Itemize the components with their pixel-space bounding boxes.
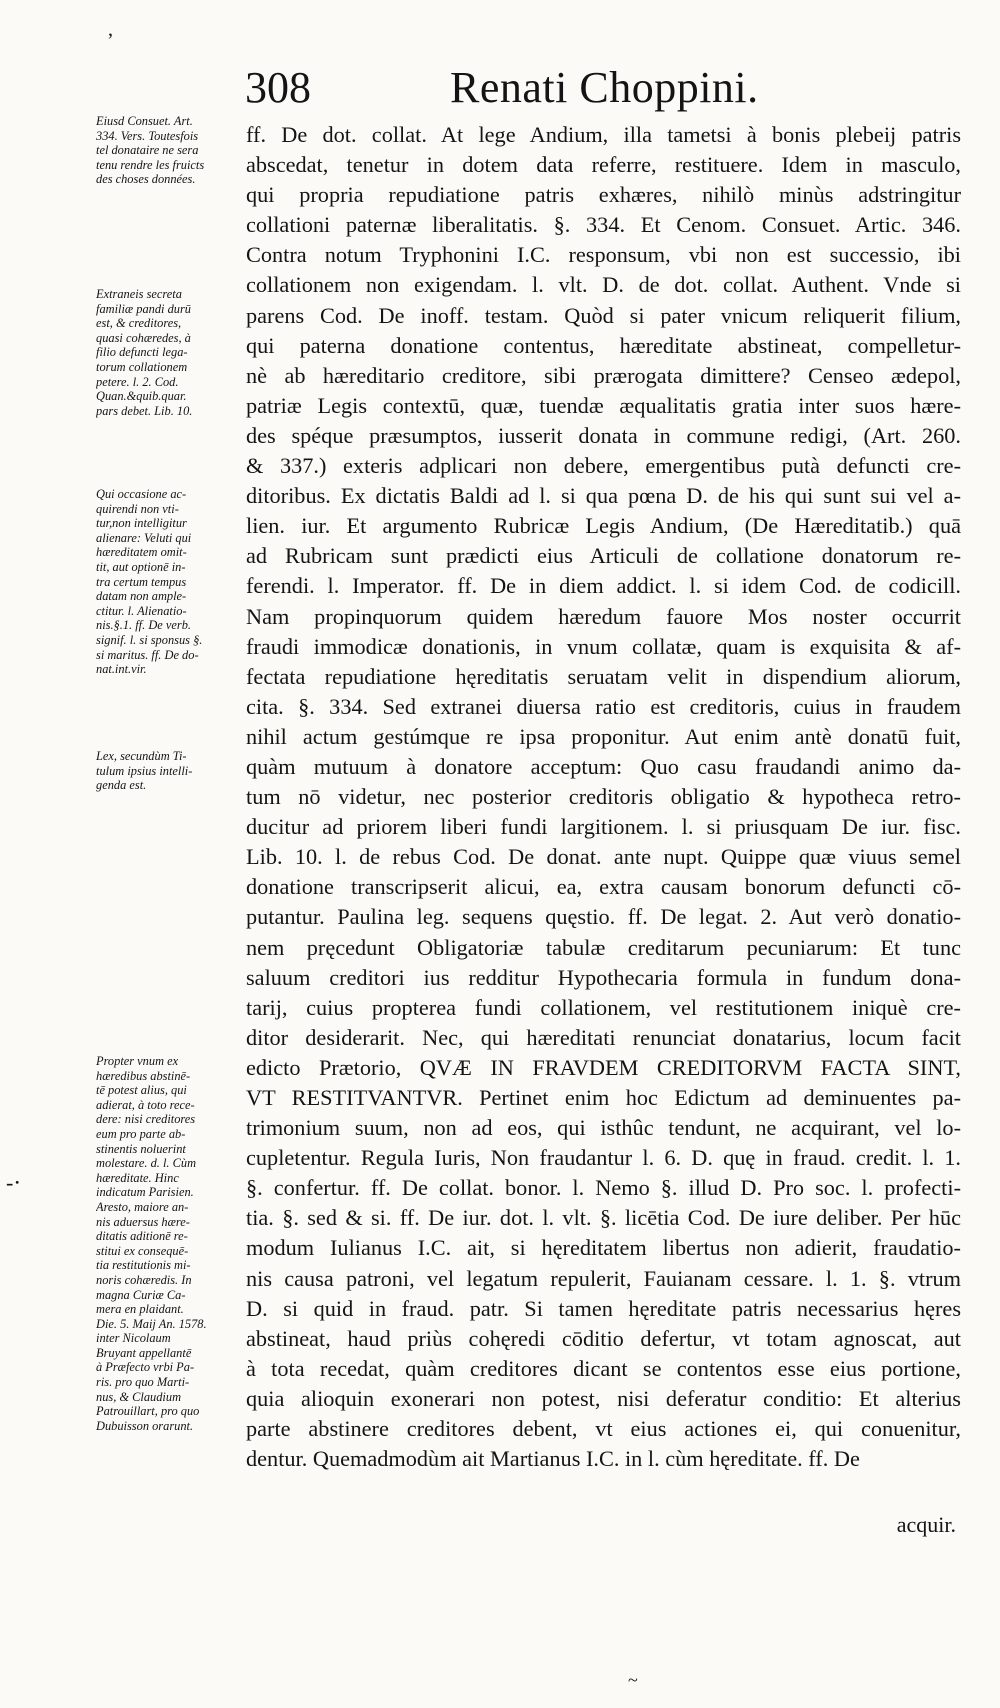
text-line: donatione transcripserit alicui, ea, extra causam bonorum defuncti cō-	[246, 874, 961, 900]
sidenote-line: Extraneis secreta	[96, 287, 182, 301]
sidenote-line: Eiusd Consuet. Art.	[96, 114, 193, 128]
text-line: Lib. 10. l. de rebus Cod. De donat. ante nupt. Quippe quæ viuus semel	[246, 844, 961, 870]
text-line: qui paterna donatione contentus, hæreditate abstineat, compelletur-	[246, 332, 961, 358]
sidenote-line: datam non ample-	[96, 589, 187, 604]
text-line: quàm mutuum à donatore acceptum: Quo casu fraudandi animo da-	[246, 753, 961, 779]
text-line: collationem non exigendam. l. vlt. D. de dot. collat. Authent. Vnde si	[246, 272, 961, 298]
sidenote-line: ris. pro quo Marti-	[96, 1375, 190, 1390]
sidenote-3	[96, 487, 240, 677]
sidenote-line: adierat, à toto rece-	[96, 1097, 195, 1112]
sidenote-line: ctitur. l. Alienatio-	[96, 603, 187, 618]
text-line: collationi paternæ liberalitatis. §. 334. Et Cenom. Consuet. Artic. 346.	[246, 212, 961, 238]
sidenote-line: si maritus. ff. De do-	[96, 647, 199, 662]
sidenote-line: familiæ pandi durū	[96, 301, 192, 316]
text-line: ditor desiderarit. Nec, qui hæreditati renunciat donatarius, locum facit	[246, 1024, 961, 1050]
sidenote-line: pars debet. Lib. 10.	[96, 403, 193, 418]
sidenote-line: tra certum tempus	[96, 574, 187, 589]
sidenote-line: hæreditatem omit-	[96, 545, 187, 560]
sidenote-line: nis.§.1. ff. De verb.	[96, 618, 191, 633]
text-line: abstineat, haud priùs cohęredi cōditio defertur, vt totam agnoscat, aut	[246, 1325, 961, 1351]
text-line: nis causa patroni, vel legatum repulerit, Fauianam cessare. l. 1. §. vtrum	[246, 1265, 961, 1291]
text-line: tum nō videtur, nec posterior creditoris obligatio & hypotheca retro-	[246, 784, 961, 810]
sidenote-line: tur,non intelligitur	[96, 516, 187, 531]
running-title: Renati Choppini.	[450, 63, 759, 112]
text-line: fraudi immodicæ donationis, in vnum collatæ, quam is exquisita & af-	[246, 633, 961, 659]
sidenote-line: quirendi non vti-	[96, 501, 179, 516]
text-line: & 337.) exteris adplicari non debere, emergentibus putà defuncti cre-	[246, 453, 961, 479]
text-line: parte abstinere creditores debent, vt eius actiones ei, qui conuenitur,	[246, 1416, 961, 1442]
text-line: ducitur ad priorem liberi fundi largitionem. l. si priusquam De iur. fisc.	[246, 814, 961, 840]
sidenote-line: genda est.	[96, 778, 147, 793]
stray-mark-top: ʼ	[107, 30, 114, 52]
text-line: VT RESTITVANTVR. Pertinet enim hoc Edictum ad deminuentes pa-	[246, 1085, 961, 1110]
text-line: nihil actum gestúmque re ipsa proponitur. Aut enim antè donatū fuit,	[246, 723, 961, 749]
text-line: edicto Prætorio, QVÆ IN FRAVDEM CREDITORVM FACTA SINT,	[246, 1054, 961, 1080]
sidenote-line: est, & creditores,	[96, 316, 182, 331]
sidenote-line: filio defuncti lega-	[96, 345, 188, 360]
sidenote-line: tel donataire ne sera	[96, 143, 199, 158]
text-line: nè ab hæreditario creditore, sibi prærogata dimittere? Censeo ædepol,	[246, 362, 961, 388]
stray-mark-left: -⋅	[6, 1170, 21, 1195]
sidenote-line: signif. l. si sponsus §.	[96, 632, 203, 647]
sidenote-line: torum collationem	[96, 359, 188, 374]
sidenote-line: alienare: Veluti qui	[96, 530, 192, 545]
sidenote-line: stinentis noluerint	[96, 1141, 186, 1156]
sidenote-line: noris cohæredis. In	[96, 1272, 192, 1287]
sidenote-line: hæreditate. Hinc	[96, 1170, 179, 1185]
text-line: trimonium suum, non ad eos, qui isthûc tendunt, ne acquirant, vel lo-	[246, 1115, 961, 1141]
text-line: ad Rubricam sunt prædicti eius Articuli de collatione donatorum re-	[246, 543, 961, 569]
text-line: Contra notum Tryphonini I.C. responsum, vbi non est successio, ibi	[246, 242, 961, 268]
text-line: cupletentur. Regula Iuris, Non fraudantur l. 6. D. quę in fraud. credit. l. 1.	[246, 1145, 961, 1171]
text-line: fectata repudiatione hęreditatis seruatam velit in dispendium aliorum,	[246, 663, 961, 689]
sidenote-line: indicatum Parisien.	[96, 1185, 194, 1200]
sidenote-line: tia restitutionis mi-	[96, 1258, 191, 1273]
text-line: D. si quid in fraud. patr. Si tamen hęreditate patris necessarius hęres	[246, 1295, 961, 1321]
sidenote-line: Die. 5. Maij An. 1578.	[96, 1316, 207, 1331]
sidenote-line: 334. Vers. Toutesfois	[96, 128, 199, 143]
text-line: saluum creditori ius redditur Hypothecaria formula in fundum dona-	[246, 964, 961, 990]
sidenote-line: tē potest alius, qui	[96, 1083, 187, 1098]
text-line: dentur. Quemadmodùm ait Martianus I.C. in l. cùm hęreditate. ff. De	[246, 1446, 860, 1472]
sidenote-line: stitui ex consequē-	[96, 1243, 189, 1258]
text-line: nem pręcedunt Obligatoriæ tabulæ creditarum pecuniarum: Et tunc	[246, 934, 961, 960]
text-line: ff. De dot. collat. At lege Andium, illa tametsi à bonis plebeij patris	[246, 122, 961, 147]
text-line: abscedat, tenetur in dotem data referre, restituere. Idem in masculo,	[246, 152, 961, 178]
text-line: qui propria repudiatione patris exhæres, nihilò minùs adstringitur	[246, 182, 961, 208]
text-line: ditoribus. Ex dictatis Baldi ad l. si qua pœna D. de his qui sunt sui vel a-	[246, 483, 961, 509]
text-line: des spéque præsumptos, iusserit donata in commune redigi, (Art. 260.	[246, 422, 961, 448]
sidenote-line: Dubuisson orarunt.	[96, 1418, 194, 1433]
sidenote-line: mera en plaidant.	[96, 1302, 184, 1317]
sidenote-line: Aresto, maiore an-	[96, 1199, 189, 1214]
text-line: modum Iulianus I.C. ait, si hęreditatem libertus non adierit, fraudatio-	[246, 1235, 961, 1261]
sidenote-line: petere. l. 2. Cod.	[96, 374, 179, 389]
sidenote-line: quasi cohæredes, à	[96, 330, 191, 345]
sidenote-line: Qui occasione ac-	[96, 487, 187, 501]
sidenote-1	[96, 114, 240, 187]
page-number: 308	[245, 63, 311, 112]
text-line: Nam propinquorum quidem hæredum fauore Mos noster occurrit	[246, 603, 961, 629]
sidenote-line: Lex, secundùm Ti-	[96, 749, 187, 763]
catchword: acquir.	[896, 1512, 956, 1537]
text-line: cita. §. 334. Sed extranei diuersa ratio est creditoris, cuius in fraudem	[246, 693, 961, 719]
sidenote-line: nus, & Claudium	[96, 1389, 182, 1404]
sidenote-4	[96, 749, 240, 793]
text-line: lien. iur. Et argumento Rubricæ Legis Andium, (De Hæreditatib.) quā	[246, 513, 961, 539]
text-line: §. confertur. ff. De collat. bonor. l. Nemo §. illud D. Pro soc. l. profecti-	[246, 1175, 961, 1201]
sidenote-5	[96, 1054, 240, 1433]
sidenote-line: tenu rendre les fruicts	[96, 157, 205, 172]
sidenote-line: nis aduersus hære-	[96, 1214, 190, 1229]
text-line: à tota recedat, quàm creditores dicant se contentos esse eius portione,	[246, 1355, 961, 1381]
sidenote-line: à Præfecto vrbi Pa-	[96, 1360, 195, 1375]
sidenote-2	[96, 287, 240, 418]
sidenote-line: inter Nicolaum	[96, 1331, 171, 1346]
sidenote-line: tit, aut optionē in-	[96, 559, 186, 574]
sidenote-line: hæredibus abstinē-	[96, 1068, 191, 1083]
sidenote-line: des choses données.	[96, 172, 196, 187]
sidenote-line: molestare. d. l. Cùm	[96, 1156, 197, 1171]
text-line: quia alioquin exonerari non potest, nisi deferatur conditio: Et alterius	[246, 1385, 961, 1411]
page-header	[245, 58, 765, 118]
sidenote-line: Bruyant appellantē	[96, 1345, 192, 1360]
text-line: tia. §. sed & si. ff. De iur. dot. l. vlt. §. licētia Cod. De iure deliber. Per hūc	[246, 1205, 961, 1231]
body-text	[246, 120, 961, 1474]
sidenote-line: tulum ipsius intelli-	[96, 763, 193, 778]
sidenote-line: nat.int.vir.	[96, 662, 147, 677]
text-line: parens Cod. De inoff. testam. Quòd si pater vnicum reliquerit filium,	[246, 302, 961, 328]
text-line: patriæ Legis contextū, quæ, tuendæ æqualitatis gratia inter suos hære-	[246, 392, 961, 418]
sidenote-line: ditatis aditionē re-	[96, 1229, 188, 1244]
sidenote-line: eum pro parte ab-	[96, 1126, 186, 1141]
stray-mark-bottom: ~	[628, 1670, 638, 1690]
sidenote-line: dere: nisi creditores	[96, 1112, 196, 1127]
sidenote-line: Quan.&quib.quar.	[96, 389, 187, 404]
sidenote-line: Patrouillart, pro quo	[96, 1404, 200, 1419]
sidenote-line: Propter vnum ex	[96, 1054, 179, 1068]
text-line: tarij, cuius propterea fundi collationem, vel restitutionem iniquè cre-	[246, 994, 961, 1020]
text-line: putantur. Paulina leg. sequens quęstio. ff. De legat. 2. Aut verò donatio-	[246, 904, 961, 930]
sidenote-line: magna Curiæ Ca-	[96, 1287, 186, 1302]
text-line: ferendi. l. Imperator. ff. De in diem addict. l. si idem Cod. de codicill.	[246, 573, 961, 599]
